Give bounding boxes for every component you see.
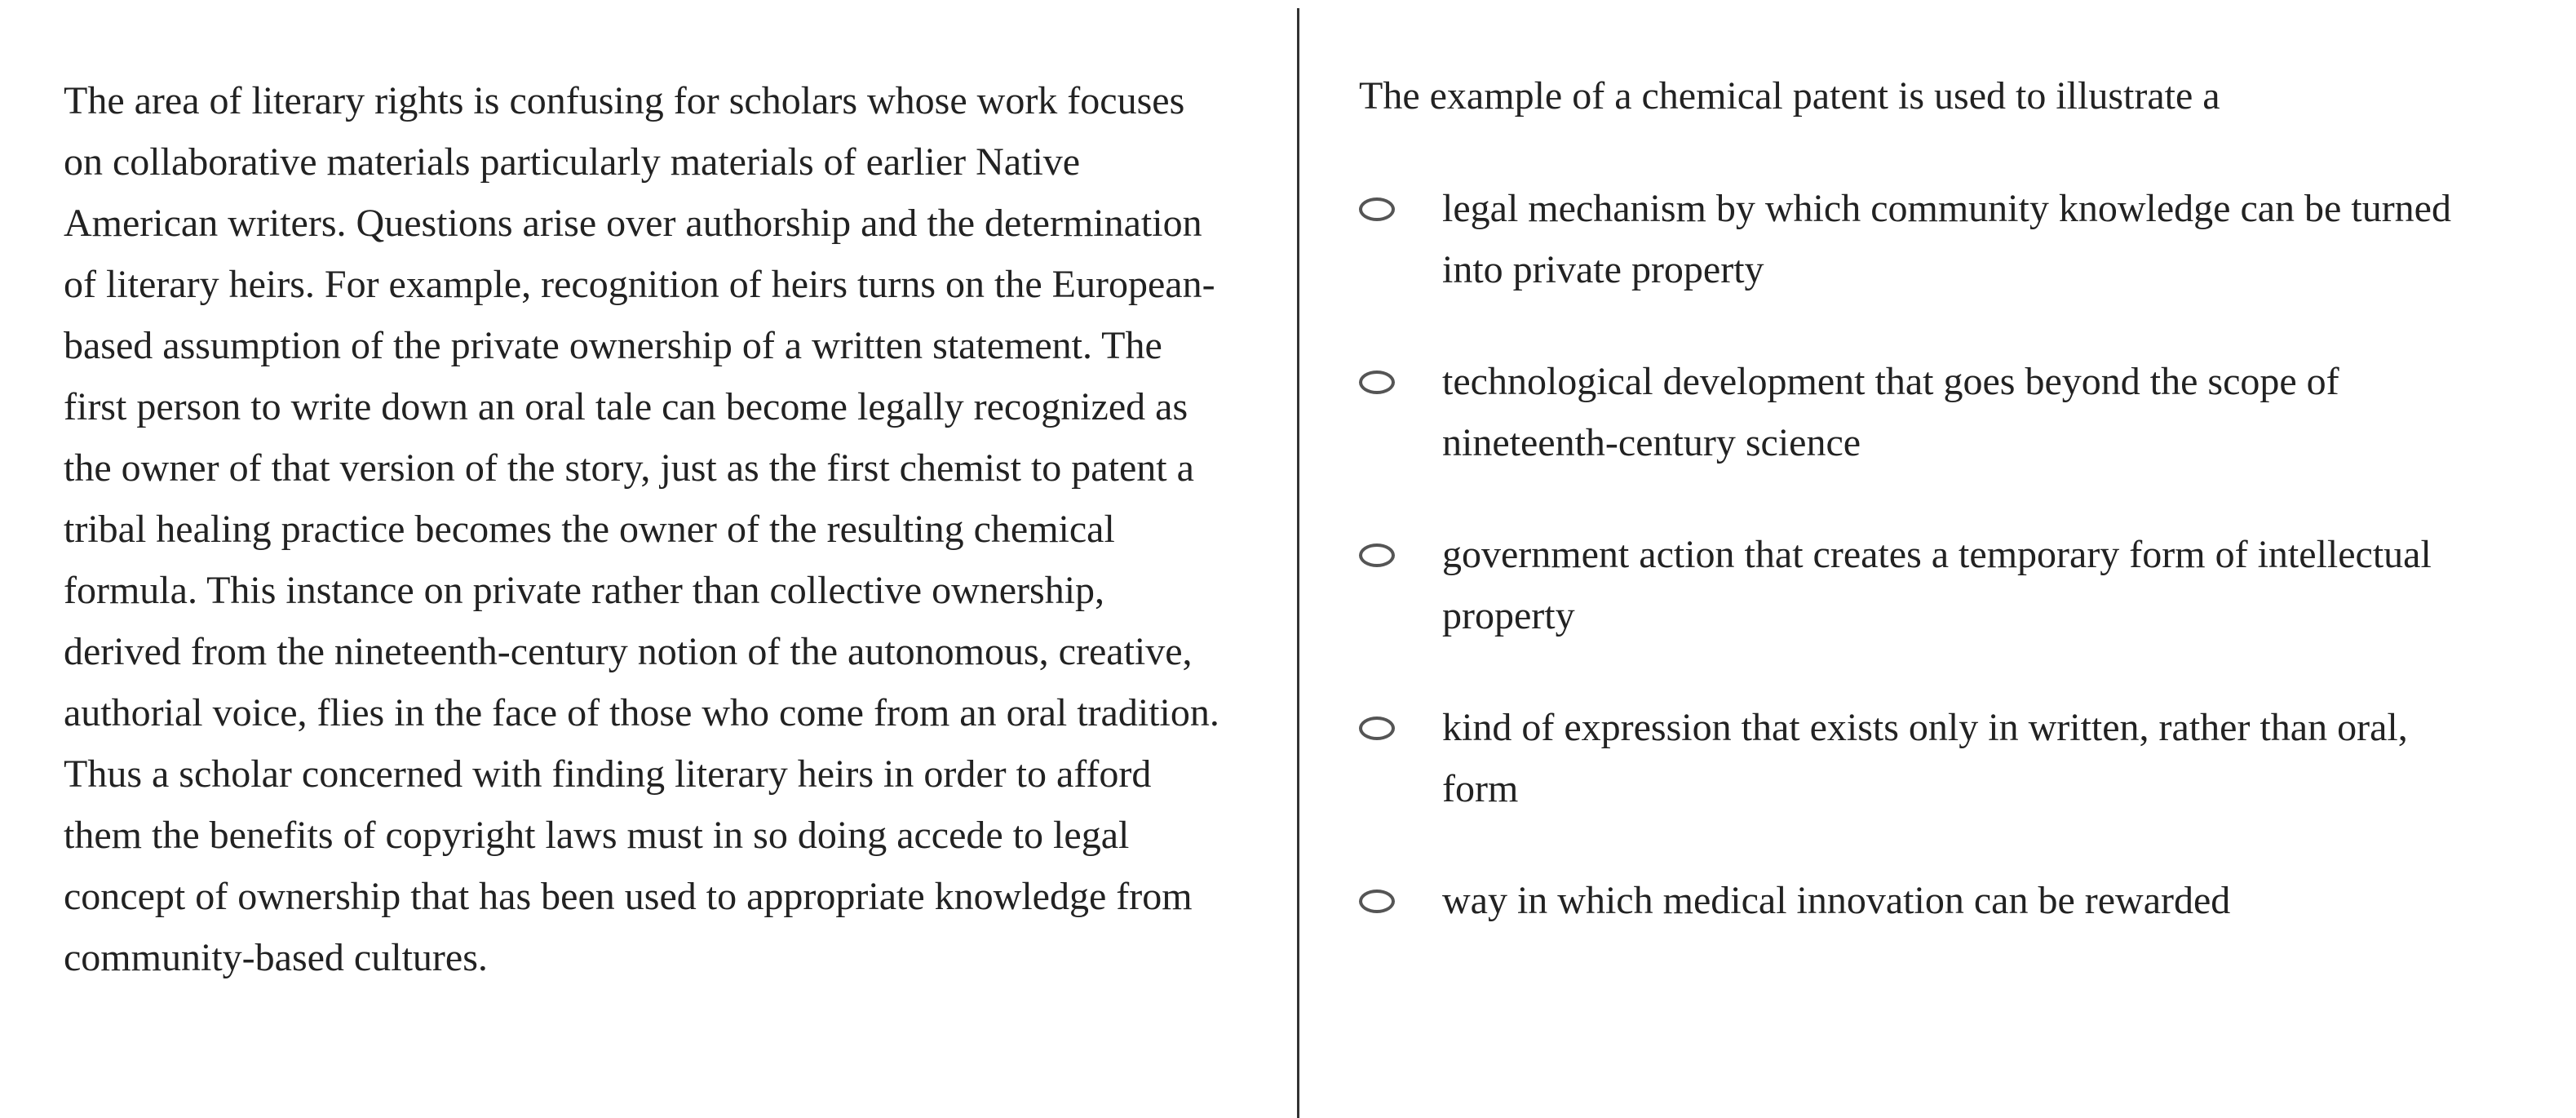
answer-choice-e[interactable] [1359, 870, 2517, 931]
answer-choice-b[interactable] [1359, 351, 2517, 473]
question-stem: The example of a chemical patent is used to illustrate a [1359, 74, 2220, 118]
radio-button-icon[interactable] [1359, 716, 1395, 740]
question-pane [1299, 0, 2576, 1118]
answer-choice-label[interactable]: legal mechanism by which community knowledge can be turned into private property [1442, 187, 2451, 291]
answer-choice-label[interactable]: technological development that goes beyond the scope of nineteenth-century science [1442, 360, 2339, 464]
answer-choice-c[interactable] [1359, 524, 2517, 646]
passage-text: The area of literary rights is confusing for scholars whose work focuses on collaborative materials particularly materials of earlier Native American writers. Questions arise over authorship and the determination of literary heirs. For example, recognition of heirs turns on the European-based assumption of the private ownership of a written statement. The first person to write down an oral tale can become legally recognized as the owner of that version of the story, just as the first chemist to patent a tribal healing practice becomes the owner of the resulting chemical formula. This instance on private rather than collective ownership, derived from the nineteenth-century notion of the autonomous, creative, authorial voice, flies in the face of those who come from an oral tradition. Thus a scholar concerned with finding literary heirs in order to afford them the benefits of copyright laws must in so doing accede to legal concept of ownership that has been used to appropriate knowledge from community-based cultures. [64, 79, 1219, 979]
radio-button-icon[interactable] [1359, 370, 1395, 394]
answer-choice-label[interactable]: way in which medical innovation can be rewarded [1442, 879, 2231, 922]
radio-button-icon[interactable] [1359, 197, 1395, 221]
answer-choice-a[interactable] [1359, 178, 2517, 300]
answer-choice-d[interactable] [1359, 697, 2517, 819]
answer-choice-label[interactable]: government action that creates a temporary form of intellectual property [1442, 533, 2432, 637]
answer-choice-label[interactable]: kind of expression that exists only in written, rather than oral, form [1442, 706, 2408, 810]
radio-button-icon[interactable] [1359, 543, 1395, 567]
answer-choices [1359, 178, 2517, 931]
radio-button-icon[interactable] [1359, 890, 1395, 913]
